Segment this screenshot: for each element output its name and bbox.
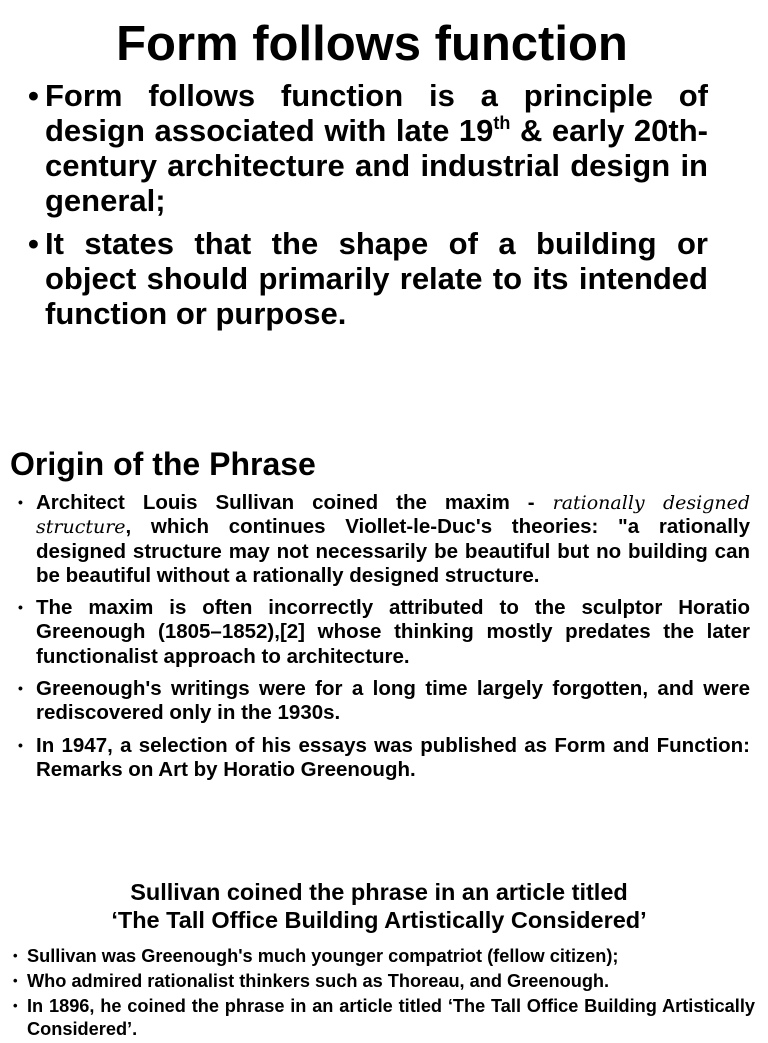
origin-text-part: , which continues Viollet-le-Duc's theories: "a rationally designed structure may not necessarily be beautiful but no building can be beautiful without a rationally designed structure. <box>36 515 750 587</box>
intro-text-part: & early 20th-century architecture and industrial design in general; <box>45 113 708 218</box>
origin-text: In 1947, a selection of his essays was published as Form and Function: Remarks on Art by Horatio Greenough. <box>36 733 750 781</box>
bullet-icon: • <box>13 973 18 988</box>
bullet-icon: • <box>28 78 39 113</box>
sullivan-bullet-list <box>13 945 755 1043</box>
sullivan-text: Sullivan was Greenough's much younger compatriot (fellow citizen); <box>27 946 619 966</box>
sullivan-heading-line: ‘The Tall Office Building Artistically Considered’ <box>111 907 647 933</box>
origin-bullet-list <box>18 491 750 790</box>
origin-text: Greenough's writings were for a long time largely forgotten, and were rediscovered only in the 1930s. <box>36 677 750 725</box>
sullivan-text: In 1896, he coined the phrase in an article titled ‘The Tall Office Building Artistically Considered’. <box>27 996 755 1039</box>
sullivan-text: Who admired rationalist thinkers such as Thoreau, and Greenough. <box>27 971 610 991</box>
origin-bullet-item <box>18 677 750 726</box>
origin-bullet-item <box>18 596 750 669</box>
bullet-icon: • <box>18 599 23 616</box>
origin-bullet-item <box>18 491 750 588</box>
intro-bullet-item <box>28 226 708 331</box>
bullet-icon: • <box>13 998 18 1013</box>
sullivan-bullet-item <box>13 945 755 968</box>
intro-bullet-item <box>28 78 708 218</box>
bullet-icon: • <box>18 680 23 697</box>
origin-bullet-item <box>18 734 750 783</box>
sullivan-bullet-item <box>13 970 755 993</box>
bullet-icon: • <box>13 948 18 963</box>
intro-text: It states that the shape of a building or object should primarily relate to its intended function or purpose. <box>45 226 708 331</box>
bullet-icon: • <box>18 736 23 753</box>
sullivan-bullet-item <box>13 995 755 1041</box>
sullivan-heading <box>0 878 758 934</box>
page-title: Form follows function <box>116 17 628 71</box>
origin-text-part: Architect Louis Sullivan coined the maxim - <box>36 491 553 514</box>
intro-bullet-list <box>28 78 708 339</box>
sullivan-heading-line: Sullivan coined the phrase in an article titled <box>130 879 628 905</box>
intro-text-part: Form follows function is a principle of design associated with late 19 <box>45 78 708 148</box>
origin-text: The maxim is often incorrectly attributed to the sculptor Horatio Greenough (1805–1852),[2] whose thinking mostly predates the later functionalist approach to architecture. <box>36 596 750 668</box>
italic-phrase: rationally designed structure <box>36 492 751 539</box>
superscript-suffix: th <box>493 113 511 133</box>
bullet-icon: • <box>28 226 39 261</box>
section-heading-origin: Origin of the Phrase <box>10 446 316 482</box>
bullet-icon: • <box>18 494 23 510</box>
